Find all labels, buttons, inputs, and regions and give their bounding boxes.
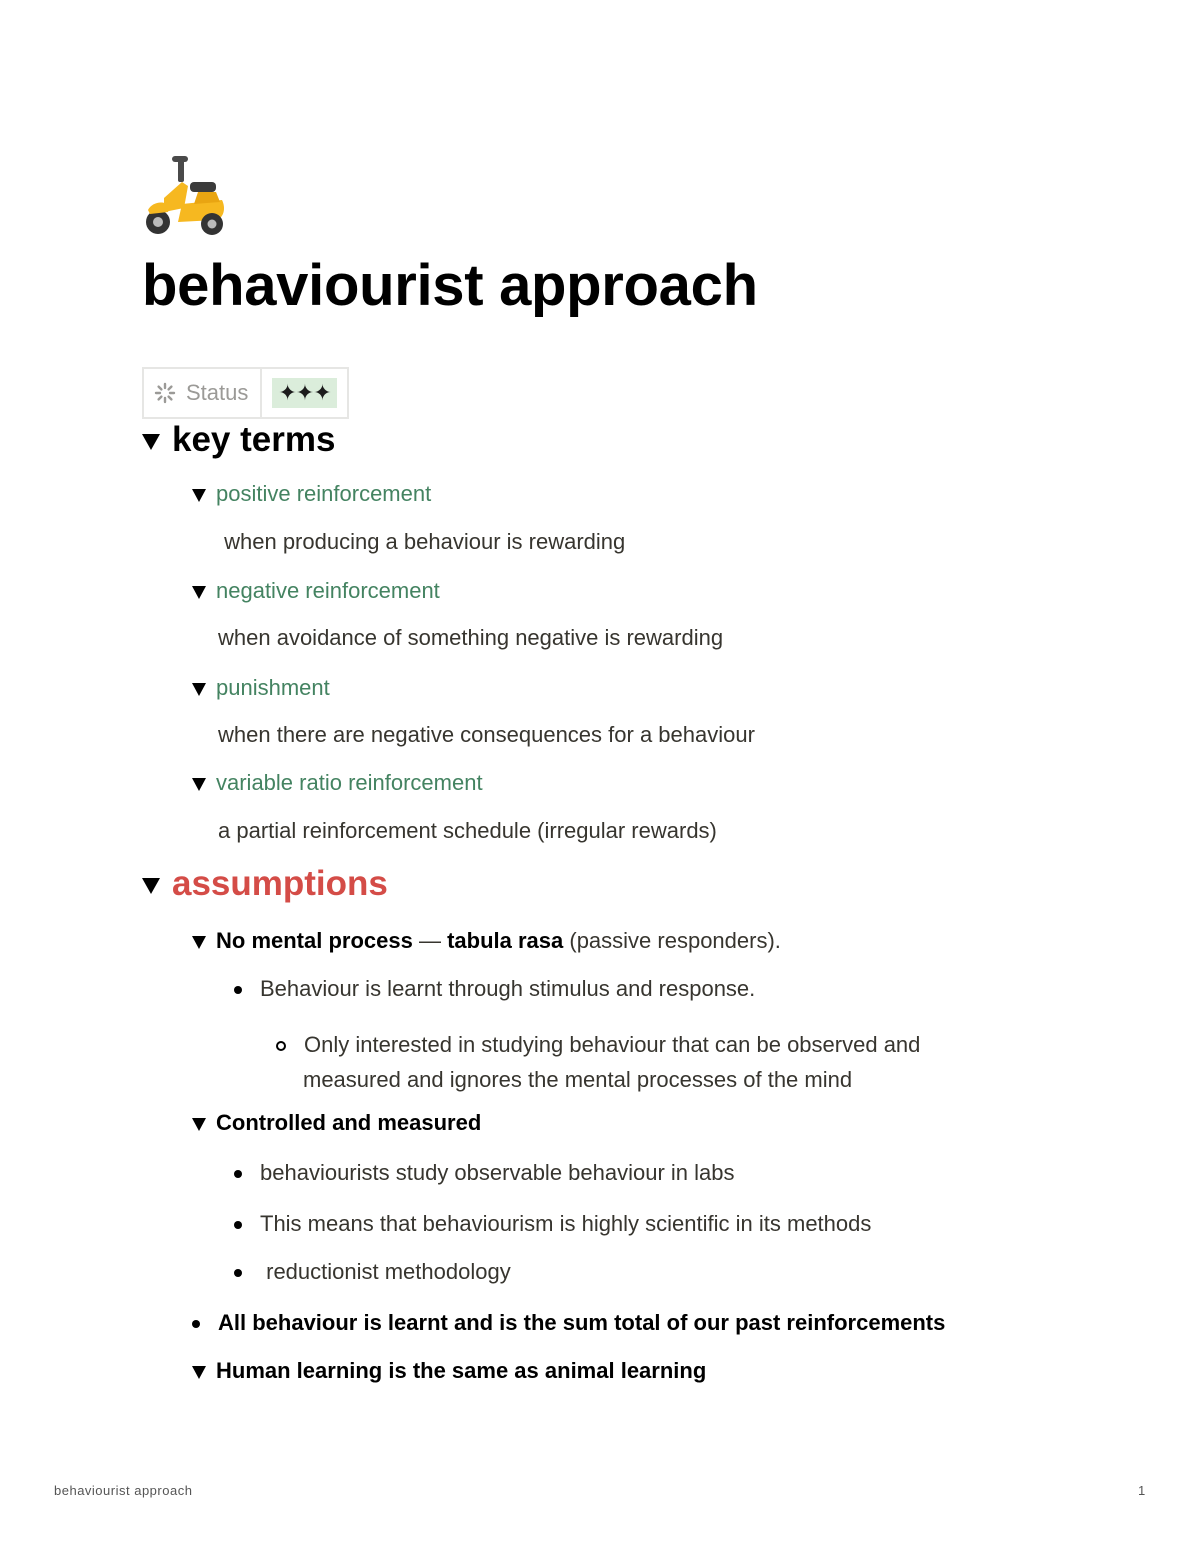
- em-dash: —: [412, 928, 448, 953]
- bullet-icon: [234, 1221, 242, 1229]
- property-row-status[interactable]: [142, 367, 349, 419]
- toggle-term[interactable]: [192, 481, 431, 507]
- status-badge[interactable]: ✦✦✦: [272, 378, 336, 408]
- toggle-triangle-icon[interactable]: [192, 489, 206, 502]
- term-definition: when avoidance of something negative is rewarding: [218, 625, 724, 650]
- assumption-title: No mental process: [216, 928, 413, 953]
- assumption-title: Controlled and measured: [216, 1110, 482, 1135]
- hollow-bullet-icon: [276, 1041, 286, 1051]
- term-definition: when producing a behaviour is rewarding: [218, 529, 626, 554]
- term-label: punishment: [216, 675, 330, 700]
- property-name: [144, 369, 262, 417]
- term-definition: when there are negative consequences for a behaviour: [218, 722, 755, 747]
- list-item-text: All behaviour is learnt and is the sum total of our past reinforcements: [218, 1310, 946, 1335]
- list-item-text: Only interested in studying behaviour that can be observed and: [304, 1032, 921, 1057]
- assumption-keyword: tabula rasa: [447, 928, 564, 953]
- scooter-icon: [142, 152, 228, 236]
- list-item-text: Behaviour is learnt through stimulus and response.: [260, 976, 756, 1001]
- toggle-term[interactable]: [192, 578, 440, 604]
- list-item-text: This means that behaviourism is highly scientific in its methods: [260, 1211, 872, 1236]
- page-title: behaviourist approach: [142, 253, 758, 318]
- bullet-icon: [234, 1269, 242, 1277]
- toggle-triangle-icon[interactable]: [192, 1118, 206, 1131]
- list-item: [276, 1027, 920, 1097]
- loading-icon: [154, 382, 176, 404]
- bullet-icon: [234, 1170, 242, 1178]
- list-item-text: behaviourists study observable behaviour in labs: [260, 1160, 735, 1185]
- list-item: [234, 1211, 871, 1237]
- page-number: 1: [1138, 1483, 1146, 1498]
- list-item-text: measured and ignores the mental processes of the mind: [303, 1067, 853, 1092]
- toggle-term[interactable]: [192, 770, 483, 796]
- assumptions-heading: assumptions: [172, 864, 388, 903]
- toggle-assumption[interactable]: [192, 928, 781, 954]
- list-item: [192, 1310, 945, 1336]
- toggle-assumption[interactable]: [192, 1110, 481, 1136]
- list-item: [234, 976, 755, 1002]
- list-item-text: reductionist methodology: [260, 1259, 511, 1284]
- toggle-assumption[interactable]: [192, 1358, 706, 1384]
- key-terms-heading: key terms: [172, 420, 336, 459]
- assumption-title: Human learning is the same as animal learning: [216, 1358, 707, 1383]
- property-value[interactable]: [262, 369, 346, 417]
- toggle-triangle-icon[interactable]: [192, 1366, 206, 1379]
- term-label: variable ratio reinforcement: [216, 770, 483, 795]
- bullet-icon: [192, 1320, 200, 1328]
- toggle-triangle-icon[interactable]: [192, 936, 206, 949]
- toggle-triangle-icon[interactable]: [192, 683, 206, 696]
- list-item: [234, 1259, 511, 1285]
- bullet-icon: [234, 986, 242, 994]
- toggle-key-terms[interactable]: [142, 420, 335, 460]
- toggle-triangle-icon[interactable]: [142, 434, 160, 450]
- term-label: negative reinforcement: [216, 578, 440, 603]
- footer-title: behaviourist approach: [54, 1483, 193, 1498]
- toggle-triangle-icon[interactable]: [192, 586, 206, 599]
- toggle-assumptions[interactable]: [142, 864, 388, 904]
- toggle-triangle-icon[interactable]: [192, 778, 206, 791]
- assumption-text: (passive responders).: [563, 928, 781, 953]
- term-label: positive reinforcement: [216, 481, 432, 506]
- status-label: Status: [186, 380, 249, 405]
- toggle-term[interactable]: [192, 675, 330, 701]
- list-item: [234, 1160, 735, 1186]
- toggle-triangle-icon[interactable]: [142, 878, 160, 894]
- term-definition: a partial reinforcement schedule (irregular rewards): [218, 818, 717, 843]
